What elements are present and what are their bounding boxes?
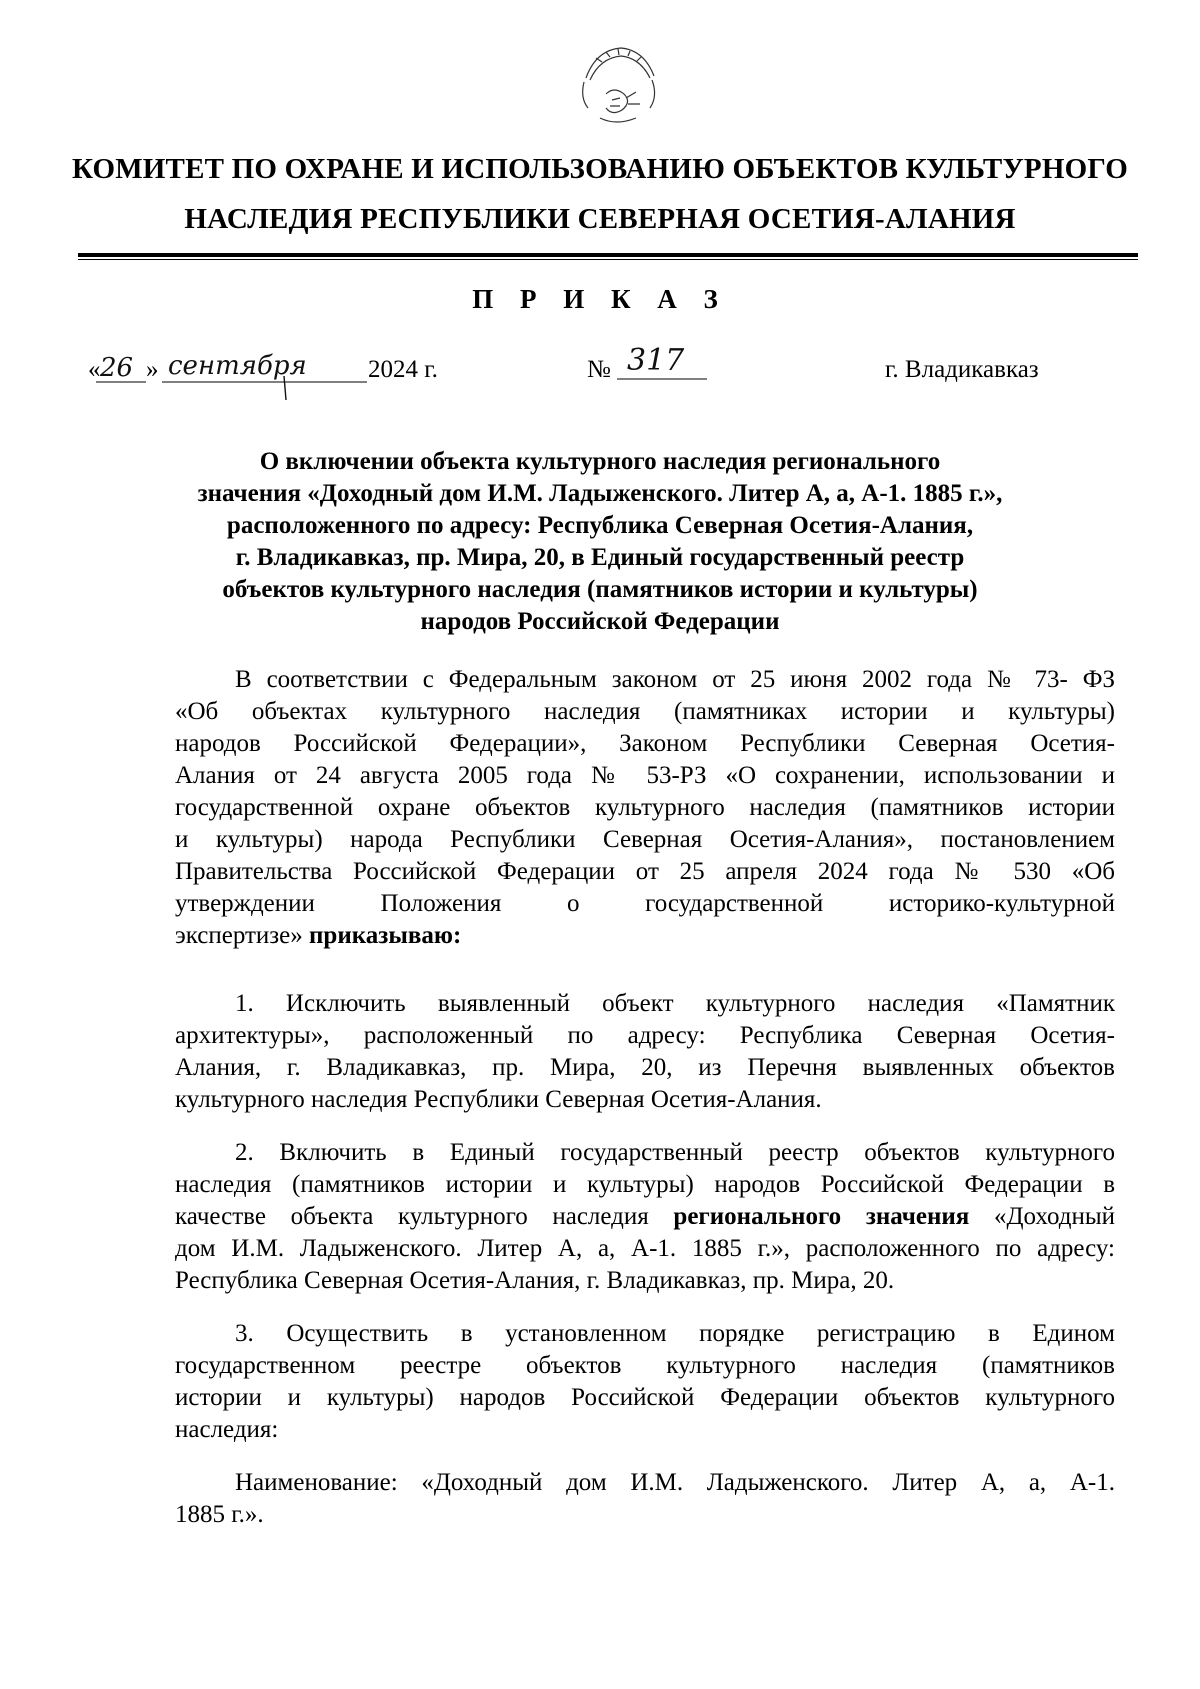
preamble-line-last: [175, 920, 1115, 952]
handwritten-day: [96, 350, 146, 388]
item-2-line: дом И.М. Ладыженского. Литер А, а, А-1. 1885 г.», расположенного по адресу:: [175, 1235, 1115, 1262]
item-1-line: 1. Исключить выявленный объект культурного наследия «Памятник: [235, 990, 1115, 1017]
date-year: 2024 г.: [368, 356, 438, 383]
handwritten-order-number: [617, 340, 707, 384]
organization-name-line2: НАСЛЕДИЯ РЕСПУБЛИКИ СЕВЕРНАЯ ОСЕТИЯ-АЛАНИЯ: [184, 203, 1016, 235]
subject-line: О включении объекта культурного наследия регионального: [259, 448, 941, 475]
header-rule-thick: [78, 253, 1138, 257]
item-2-line3-end: «Доходный: [993, 1203, 1116, 1230]
item-2-line: наследия (памятников истории и культуры) народов Российской Федерации в: [175, 1171, 1115, 1198]
item-1-line: Алания, г. Владикавказ, пр. Мира, 20, из Перечня выявленных объектов: [175, 1054, 1115, 1081]
subject-line: значения «Доходный дом И.М. Ладыженского. Литер А, а, А-1. 1885 г.»,: [197, 480, 1003, 507]
handwritten-day-text: 26: [100, 353, 134, 383]
preamble-line: народов Российской Федерации», Законом Республики Северная Осетия-: [175, 730, 1115, 757]
header-rule-thin: [78, 259, 1138, 260]
naming-line: 1885 г.».: [175, 1501, 264, 1528]
preamble-line: утверждении Положения о государственной историко-культурной: [175, 890, 1115, 917]
handwritten-month: [162, 346, 367, 402]
handwritten-order-number-text: 317: [627, 343, 685, 378]
date-open-quote: «: [88, 356, 101, 383]
coat-of-arms-emblem-icon: [566, 38, 666, 134]
naming-line: Наименование: «Доходный дом И.М. Ладыженского. Литер А, а, А-1.: [235, 1469, 1115, 1496]
subject-line: объектов культурного наследия (памятников истории и культуры): [222, 576, 978, 603]
handwritten-month-text: сентября: [168, 351, 307, 381]
date-close-quote: »: [146, 356, 159, 383]
order-title: П Р И К А З: [472, 284, 728, 314]
subject-line: г. Владикавказ, пр. Мира, 20, в Единый государственный реестр: [235, 544, 965, 571]
organization-name-line1: КОМИТЕТ ПО ОХРАНЕ И ИСПОЛЬЗОВАНИЮ ОБЪЕКТОВ КУЛЬТУРНОГО: [71, 153, 1129, 185]
item-2-line-mixed: [175, 1201, 1115, 1233]
preamble-line: Алания от 24 августа 2005 года № 53-РЗ «О сохранении, использовании и: [175, 762, 1115, 789]
item-2-line3-start: качестве объекта культурного наследия: [175, 1203, 649, 1230]
subject-line: расположенного по адресу: Республика Северная Осетия-Алания,: [226, 512, 974, 539]
preamble-line: и культуры) народа Республики Северная Осетия-Алания», постановлением: [175, 826, 1115, 853]
item-2-significance: регионального значения: [673, 1203, 970, 1230]
city: г. Владикавказ: [885, 356, 1039, 383]
item-3-line: истории и культуры) народов Российской Федерации объектов культурного: [175, 1384, 1115, 1411]
order-number-sign: №: [587, 356, 611, 383]
item-2-line: Республика Северная Осетия-Алания, г. Владикавказ, пр. Мира, 20.: [175, 1267, 895, 1294]
order-subject: [150, 446, 1050, 638]
preamble-paragraph: [175, 664, 1115, 952]
item-2-paragraph: [175, 1137, 1115, 1297]
item-1-line: архитектуры», расположенный по адресу: Республика Северная Осетия-: [175, 1022, 1115, 1049]
subject-line: народов Российской Федерации: [420, 608, 780, 635]
item-2-line: 2. Включить в Единый государственный реестр объектов культурного: [235, 1139, 1115, 1166]
preamble-line: государственной охране объектов культурного наследия (памятников истории: [175, 794, 1115, 821]
preamble-line: В соответствии с Федеральным законом от 25 июня 2002 года № 73- ФЗ: [235, 666, 1115, 693]
item-3-line: 3. Осуществить в установленном порядке регистрацию в Едином: [235, 1320, 1115, 1347]
item-3-line: государственном реестре объектов культурного наследия (памятников: [175, 1352, 1115, 1379]
item-3-paragraph: [175, 1318, 1115, 1446]
naming-paragraph: [175, 1467, 1115, 1531]
preamble-last-text: экспертизе»: [175, 922, 303, 949]
item-1-line: культурного наследия Республики Северная Осетия-Алания.: [175, 1086, 822, 1113]
order-directive: приказываю:: [309, 922, 462, 949]
preamble-line: Правительства Российской Федерации от 25 апреля 2024 года № 530 «Об: [175, 858, 1115, 885]
item-3-line: наследия:: [175, 1416, 279, 1443]
preamble-line: «Об объектах культурного наследия (памятниках истории и культуры): [175, 698, 1115, 725]
item-1-paragraph: [175, 988, 1115, 1116]
